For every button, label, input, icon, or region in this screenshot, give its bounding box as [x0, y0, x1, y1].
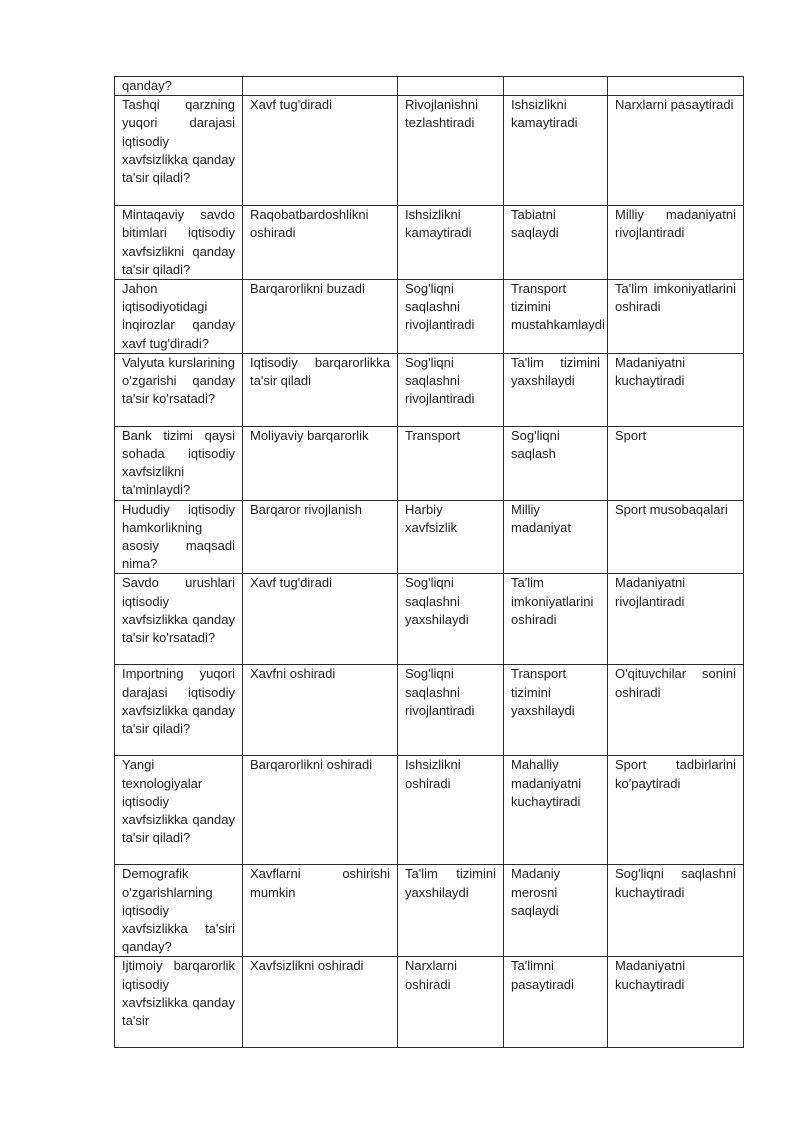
answer-cell: Moliyaviy barqarorlik [243, 426, 398, 500]
answer-cell: Ta'lim imkoniyatlarini oshiradi [504, 574, 608, 665]
answer-cell: Ta'limni pasaytiradi [504, 957, 608, 1048]
question-cell: Importning yuqori darajasi iqtisodiy xavfsizlikka qanday ta'sir qiladi? [115, 665, 243, 756]
answer-cell: Sport musobaqalari [608, 500, 744, 574]
answer-cell: Raqobatbardoshlikni oshiradi [243, 206, 398, 280]
answer-cell: Tabiatni saqlaydi [504, 206, 608, 280]
answer-cell: Xavf tug'diradi [243, 96, 398, 206]
answer-cell: Xavflarni oshirishi mumkin [243, 865, 398, 957]
answer-cell [243, 77, 398, 96]
answer-cell: Sog'liqni saqlashni kuchaytiradi [608, 865, 744, 957]
answer-cell: Narxlarni pasaytiradi [608, 96, 744, 206]
answer-cell: Ta'lim tizimini yaxshilaydi [398, 865, 504, 957]
answer-cell: Ishsizlikni kamaytiradi [398, 206, 504, 280]
answer-cell: Sport [608, 426, 744, 500]
table-row [115, 77, 744, 96]
table-row [115, 574, 744, 665]
table-row [115, 865, 744, 957]
question-cell: Demografik o'zgarishlarning iqtisodiy xavfsizlikka ta'siri qanday? [115, 865, 243, 957]
answer-cell: Xavf tug'diradi [243, 574, 398, 665]
answer-cell: Milliy madaniyatni rivojlantiradi [608, 206, 744, 280]
answer-cell: Sog'liqni saqlashni rivojlantiradi [398, 280, 504, 354]
question-cell: Ijtimoiy barqarorlik iqtisodiy xavfsizlikka qanday ta'sir [115, 957, 243, 1048]
question-cell: Jahon iqtisodiyotidagi inqirozlar qanday xavf tug'diradi? [115, 280, 243, 354]
answer-cell: Sog'liqni saqlashni rivojlantiradi [398, 665, 504, 756]
quiz-table [114, 76, 744, 1048]
answer-cell [504, 77, 608, 96]
answer-cell: Rivojlanishni tezlashtiradi [398, 96, 504, 206]
answer-cell: Sport tadbirlarini ko'paytiradi [608, 756, 744, 865]
question-cell: Valyuta kurslarining o'zgarishi qanday ta'sir ko'rsatadi? [115, 353, 243, 426]
answer-cell: Madaniyatni kuchaytiradi [608, 353, 744, 426]
question-cell: Hududiy iqtisodiy hamkorlikning asosiy maqsadi nima? [115, 500, 243, 574]
answer-cell: Iqtisodiy barqarorlikka ta'sir qiladi [243, 353, 398, 426]
question-cell: qanday? [115, 77, 243, 96]
answer-cell: Sog'liqni saqlash [504, 426, 608, 500]
table-row [115, 96, 744, 206]
answer-cell: Ta'lim tizimini yaxshilaydi [504, 353, 608, 426]
question-cell: Mintaqaviy savdo bitimlari iqtisodiy xavfsizlikni qanday ta'sir qiladi? [115, 206, 243, 280]
answer-cell: Ta'lim imkoniyatlarini oshiradi [608, 280, 744, 354]
answer-cell: O'qituvchilar sonini oshiradi [608, 665, 744, 756]
answer-cell: Xavfni oshiradi [243, 665, 398, 756]
answer-cell [398, 77, 504, 96]
answer-cell [608, 77, 744, 96]
answer-cell: Barqarorlikni buzadi [243, 280, 398, 354]
answer-cell: Transport tizimini yaxshilaydi [504, 665, 608, 756]
answer-cell: Transport tizimini mustahkamlaydi [504, 280, 608, 354]
table-row [115, 957, 744, 1048]
answer-cell: Mahalliy madaniyatni kuchaytiradi [504, 756, 608, 865]
answer-cell: Barqarorlikni oshiradi [243, 756, 398, 865]
answer-cell: Madaniy merosni saqlaydi [504, 865, 608, 957]
question-cell: Bank tizimi qaysi sohada iqtisodiy xavfsizlikni ta'minlaydi? [115, 426, 243, 500]
answer-cell: Sog'liqni saqlashni rivojlantiradi [398, 353, 504, 426]
answer-cell: Ishsizlikni oshiradi [398, 756, 504, 865]
question-cell: Savdo urushlari iqtisodiy xavfsizlikka qanday ta'sir ko'rsatadi? [115, 574, 243, 665]
answer-cell: Ishsizlikni kamaytiradi [504, 96, 608, 206]
table-row [115, 756, 744, 865]
answer-cell: Milliy madaniyat [504, 500, 608, 574]
answer-cell: Barqaror rivojlanish [243, 500, 398, 574]
table-row [115, 206, 744, 280]
question-cell: Tashqi qarzning yuqori darajasi iqtisodiy xavfsizlikka qanday ta'sir qiladi? [115, 96, 243, 206]
answer-cell: Madaniyatni rivojlantiradi [608, 574, 744, 665]
table-row [115, 500, 744, 574]
table-row [115, 426, 744, 500]
table-row [115, 353, 744, 426]
table-row [115, 665, 744, 756]
question-cell: Yangi texnologiyalar iqtisodiy xavfsizlikka qanday ta'sir qiladi? [115, 756, 243, 865]
answer-cell: Transport [398, 426, 504, 500]
answer-cell: Harbiy xavfsizlik [398, 500, 504, 574]
answer-cell: Narxlarni oshiradi [398, 957, 504, 1048]
answer-cell: Xavfsizlikni oshiradi [243, 957, 398, 1048]
answer-cell: Madaniyatni kuchaytiradi [608, 957, 744, 1048]
table-row [115, 280, 744, 354]
answer-cell: Sog'liqni saqlashni yaxshilaydi [398, 574, 504, 665]
